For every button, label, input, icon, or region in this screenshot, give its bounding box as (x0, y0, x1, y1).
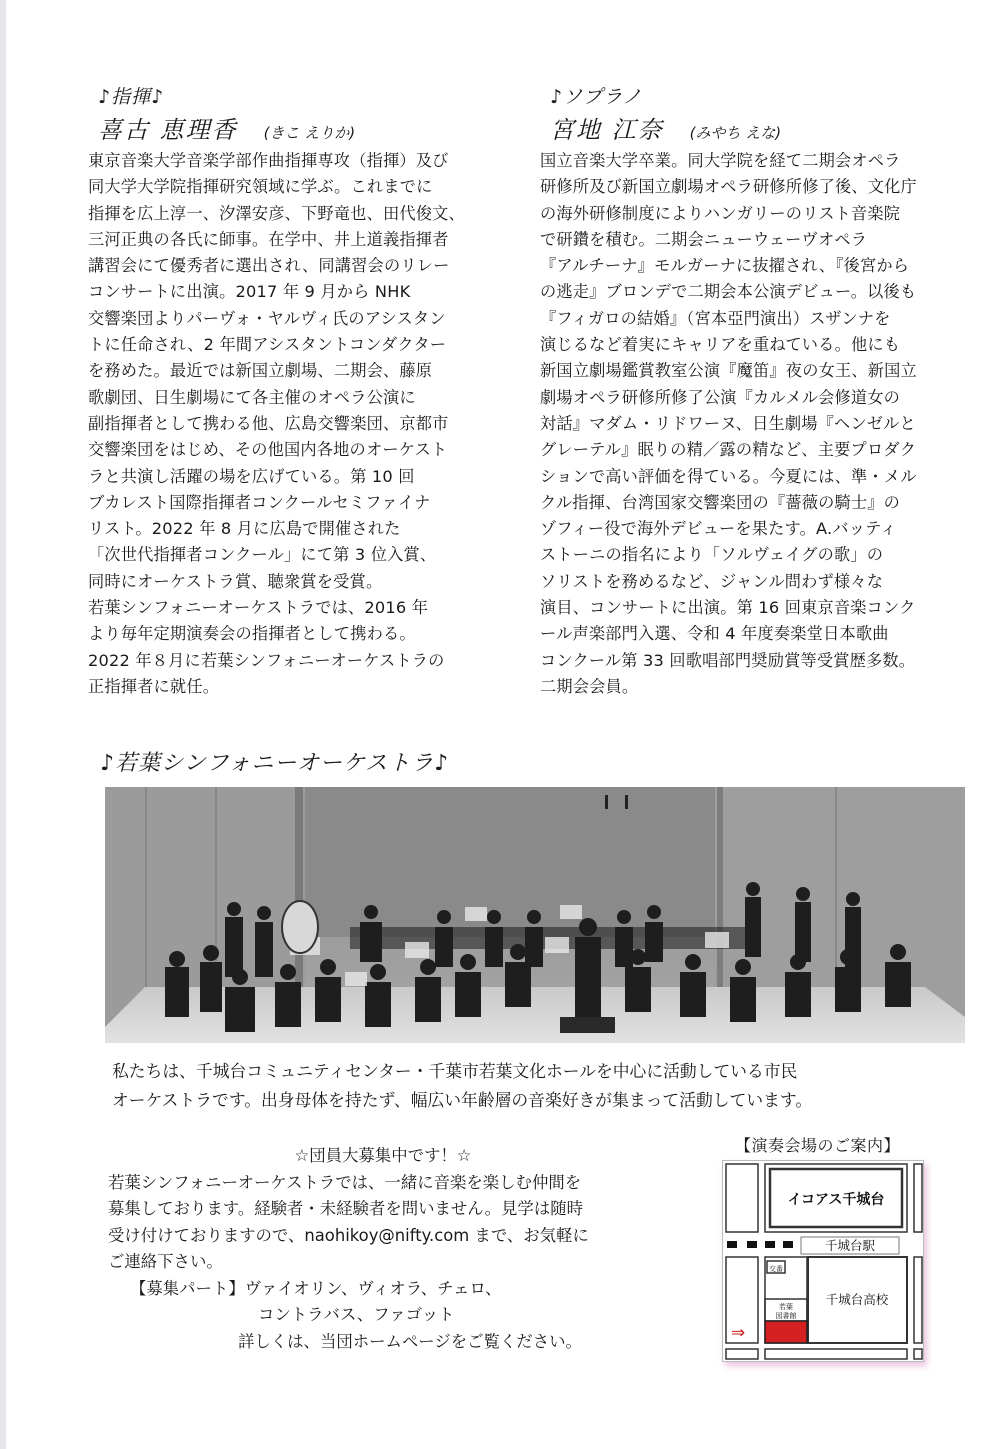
soprano-bio-line: グレーテル』眠りの精／露の精など、主要プロダク (540, 440, 917, 460)
soprano-bio (540, 148, 980, 700)
soprano-bio-line: 演目、コンサートに出演。第 16 回東京音楽コンク (540, 598, 916, 618)
conductor-bio-line: 三河正典の各氏に師事。在学中、井上道義指揮者 (88, 229, 449, 249)
orchestra-title: ♪若葉シンフォニーオーケストラ♪ (100, 751, 450, 776)
soprano-bio-line: ションで高い評価を得ている。今夏には、準・メル (540, 466, 917, 486)
conductor-name-line (98, 110, 528, 144)
soprano-bio-line: 研修所及び新国立劇場オペラ研修所修了後、文化庁 (540, 177, 917, 197)
conductor-bio-line: トに任命され、2 年間アシスタントコンダクター (88, 335, 447, 355)
map-station-label: 千城台駅 (824, 1238, 876, 1253)
conductor-bio-line: 若葉シンフォニーオーケストラでは、2016 年 (88, 598, 429, 618)
map-library-label-2: 図書館 (775, 1312, 797, 1320)
recruitment-section (108, 1143, 678, 1355)
orchestra-intro-line: オーケストラです。出身母体を持たず、幅広い年齢層の音楽好きが集まって活動しています。 (112, 1090, 813, 1110)
venue-map-title: 【演奏会場のご案内】 (735, 1136, 901, 1155)
soprano-name: 宮地 江奈 (550, 116, 664, 144)
recruitment-line: 募集しております。経験者・未経験者を問いません。見学は随時 (108, 1199, 583, 1218)
soprano-role-heading: ♪ソプラノ (550, 86, 643, 108)
conductor-bio-line: 歌劇団、日生劇場にて各主催のオペラ公演に (88, 387, 416, 407)
soprano-bio-line: 『アルチーナ』モルガーナに抜擢され、『後宮から (540, 256, 910, 276)
soprano-bio-line: ゾフィー役で海外デビューを果たす。A.バッティ (540, 519, 897, 539)
soprano-bio-line: 劇場オペラ研修所修了公演『カルメル会修道女の (540, 387, 901, 407)
conductor-bio-line: 交響楽団をはじめ、その他国内各地のオーケスト (88, 440, 448, 460)
recruitment-heading: ☆団員大募集中です！☆ (294, 1146, 472, 1165)
soprano-name-reading: (みやち えな) (689, 124, 782, 142)
conductor-bio-line: 交響楽団よりパーヴォ・ヤルヴィ氏のアシスタン (88, 308, 446, 328)
venue-map (722, 1160, 924, 1362)
page-edge (0, 0, 6, 1449)
conductor-bio-line: ブカレスト国際指揮者コンクールセミファイナ (88, 492, 431, 512)
conductor-bio-line: コンサートに出演。2017 年 9 月から NHK (88, 282, 411, 302)
recruitment-parts-continued: コントラバス、ファゴット (258, 1305, 455, 1324)
conductor-bio-line: 東京音楽大学音楽学部作曲指揮専攻（指揮）及び (88, 151, 449, 170)
recruitment-detail: 詳しくは、当団ホームページをご覧ください。 (238, 1331, 582, 1351)
soprano-bio-line: ストーニの指名により「ソルヴェイグの歌」の (540, 545, 884, 565)
conductor-name: 喜古 恵理香 (98, 116, 238, 144)
soprano-section (540, 84, 980, 700)
orchestra-intro (112, 1057, 812, 1115)
conductor-section (88, 84, 528, 700)
soprano-bio-line: 対話』マダム・リドワーヌ、日生劇場『ヘンゼルと (540, 413, 916, 433)
arrow-icon: ⇒ (731, 1323, 746, 1343)
soprano-bio-line: ール声楽部門入選、令和 4 年度奏楽堂日本歌曲 (540, 624, 889, 644)
soprano-bio-line: ソリストを務めるなど、ジャンル問わず様々な (540, 571, 884, 591)
soprano-bio-line: の逃走』ブロンデで二期会本公演デビュー。以後も (540, 282, 917, 302)
map-school-label: 千城台高校 (825, 1292, 889, 1307)
conductor-bio-line: 副指揮者として携わる他、広島交響楽団、京都市 (88, 413, 449, 433)
conductor-bio-line: リスト。2022 年 8 月に広島で開催された (88, 519, 401, 539)
soprano-bio-line: 新国立劇場鑑賞教室公演『魔笛』夜の女王、新国立 (540, 361, 917, 381)
map-library-label-1: 若葉 (779, 1303, 793, 1311)
orchestra-intro-line: 私たちは、千城台コミュニティセンター・千葉市若葉文化ホールを中心に活動している市民 (112, 1061, 798, 1081)
soprano-bio-line: コンクール第 33 回歌唱部門奨励賞等受賞歴多数。 (540, 650, 916, 670)
soprano-name-line (550, 110, 980, 144)
conductor-bio-line: 指揮を広上淳一、汐澤安彦、下野竜也、田代俊文、 (88, 203, 465, 223)
conductor-bio-line: 講習会にて優秀者に選出され、同講習会のリレー (88, 256, 450, 276)
orchestra-photo (105, 787, 965, 1043)
conductor-bio (88, 148, 528, 700)
soprano-bio-line: 『フィガロの結婚』（宮本亞門演出）スザンナを (540, 308, 891, 328)
conductor-bio-line: を務めた。最近では新国立劇場、二期会、藤原 (88, 361, 433, 381)
soprano-bio-line: 国立音楽大学卒業。同大学院を経て二期会オペラ (540, 151, 901, 170)
conductor-role-heading: ♪指揮♪ (98, 86, 165, 108)
conductor-bio-line: より毎年定期演奏会の指揮者として携わる。 (88, 624, 416, 644)
map-police-box-label: 交番 (769, 1265, 783, 1273)
conductor-bio-line: 2022 年８月に若葉シンフォニーオーケストラの (88, 650, 445, 670)
soprano-bio-line: 演じるなど着実にキャリアを重ねている。他にも (540, 335, 901, 355)
conductor-bio-line: 同大学大学院指揮研究領域に学ぶ。これまでに (88, 177, 433, 197)
conductor-bio-line: 正指揮者に就任。 (88, 676, 220, 696)
soprano-bio-line: で研鑽を積む。二期会ニューウェーヴオペラ (540, 229, 868, 249)
recruitment-parts: 【募集パート】ヴァイオリン、ヴィオラ、チェロ、 (130, 1278, 502, 1298)
conductor-name-reading: (きこ えりか) (263, 124, 356, 142)
soprano-bio-line: の海外研修制度によりハンガリーのリスト音楽院 (540, 203, 901, 223)
map-venue-label: イコアス千城台 (787, 1192, 885, 1208)
railway-line (727, 1241, 793, 1248)
recruitment-line: 若葉シンフォニーオーケストラでは、一緒に音楽を楽しむ仲間を (108, 1172, 582, 1192)
soprano-bio-line: 二期会会員。 (540, 676, 639, 696)
conductor-bio-line: 「次世代指揮者コンクール」にて第 3 位入賞、 (88, 545, 437, 565)
venue-highlight (765, 1321, 807, 1343)
recruitment-line: ご連絡下さい。 (108, 1252, 223, 1271)
soprano-bio-line: クル指揮、台湾国家交響楽団の『薔薇の騎士』の (540, 492, 901, 512)
conductor-bio-line: 同時にオーケストラ賞、聴衆賞を受賞。 (88, 571, 383, 591)
conductor-bio-line: ラと共演し活躍の場を広げている。第 10 回 (88, 466, 415, 486)
recruitment-line-email: 受け付けておりますので、naohikoy@nifty.com まで、お気軽に (108, 1225, 589, 1245)
